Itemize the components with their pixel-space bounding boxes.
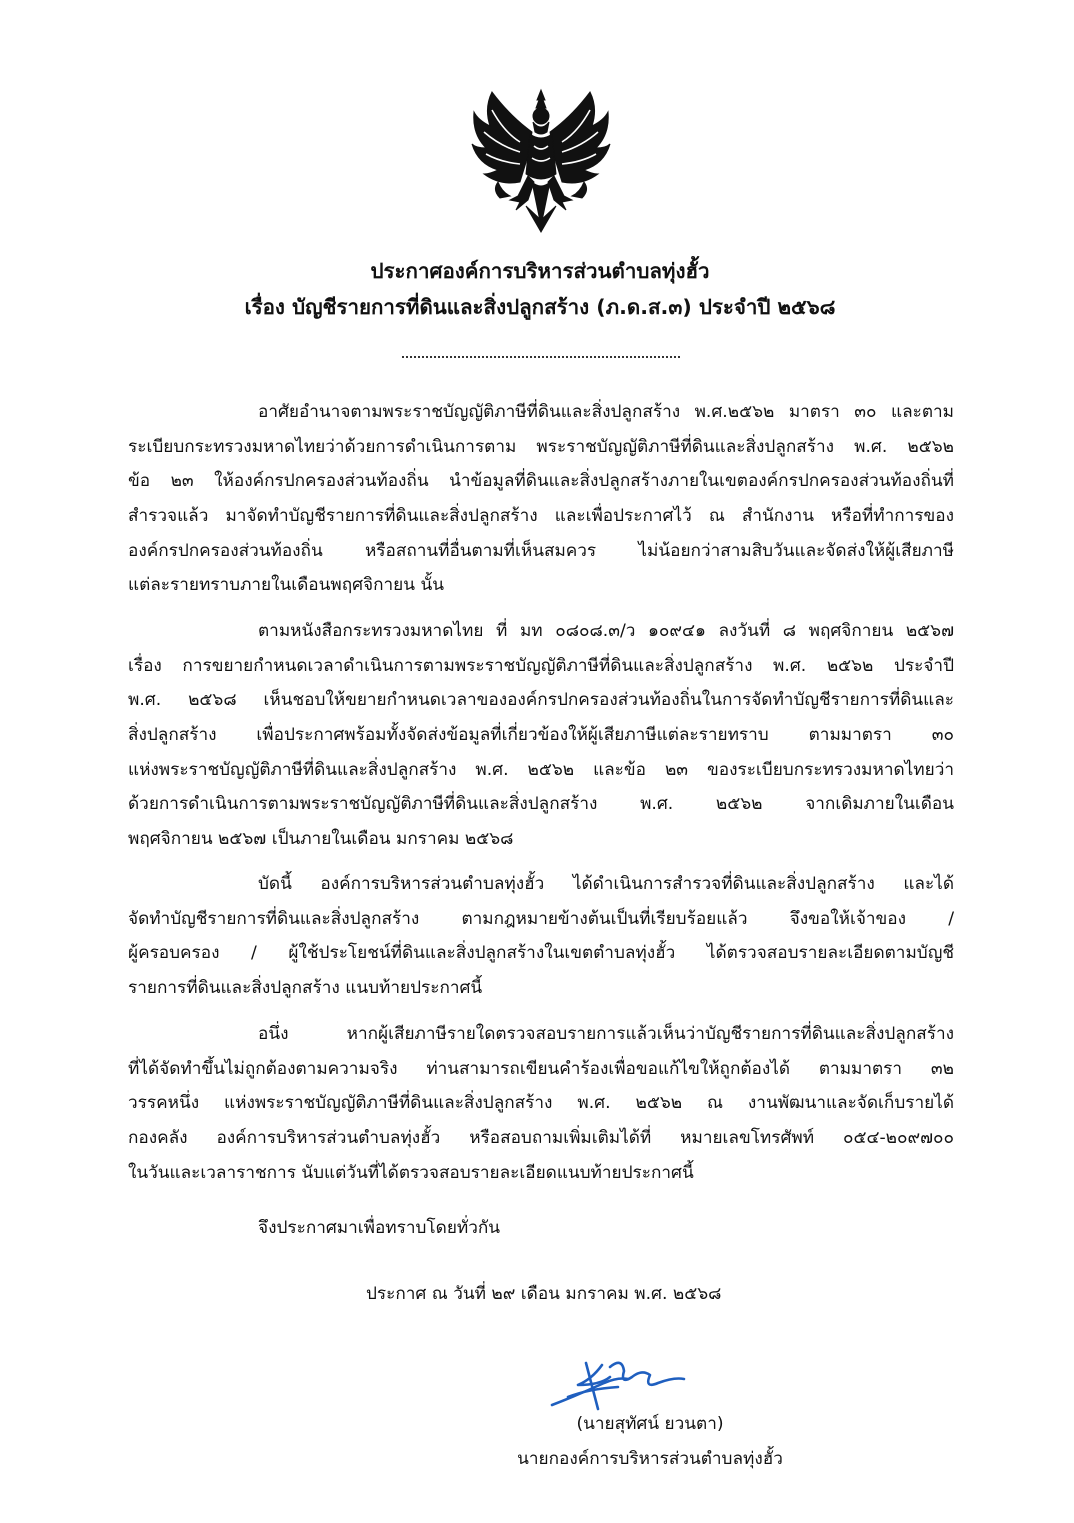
announcement-subject: เรื่อง บัญชีรายการที่ดินและสิ่งปลูกสร้าง (ภ.ด.ส.๓) ประจำปี ๒๕๖๘	[244, 295, 836, 319]
closing-statement: จึงประกาศมาเพื่อทราบโดยทั่วกัน	[258, 1218, 501, 1238]
signer-position: นายกองค์การบริหารส่วนตำบลทุ่งฮั้ว	[517, 1449, 783, 1469]
paragraph-line: อาศัยอำนาจตามพระราชบัญญัติภาษีที่ดินและสิ่งปลูกสร้าง พ.ศ.๒๕๖๒ มาตรา ๓๐ และตาม	[258, 402, 954, 422]
paragraph-line: สำรวจแล้ว มาจัดทำบัญชีรายการที่ดินและสิ่งปลูกสร้าง และเพื่อประกาศไว้ ณ สำนักงาน หรือที่ทำการของ	[128, 506, 954, 527]
paragraph-line: ที่ได้จัดทำขึ้นไม่ถูกต้องตามความจริง ท่านสามารถเขียนคำร้องเพื่อขอแก้ไขให้ถูกต้องได้ ตามมาตรา ๓๒	[128, 1058, 954, 1079]
paragraph-ministry-letter	[128, 614, 954, 857]
paragraph-line: เรื่อง การขยายกำหนดเวลาดำเนินการตามพระราชบัญญัติภาษีที่ดินและสิ่งปลูกสร้าง พ.ศ. ๒๕๖๒ ประจำปี	[128, 655, 954, 676]
announcement-title: ประกาศองค์การบริหารส่วนตำบลทุ่งฮั้ว	[370, 259, 710, 283]
handwritten-signature	[548, 1355, 688, 1417]
paragraph-line: ข้อ ๒๓ ให้องค์กรปกครองส่วนท้องถิ่น นำข้อมูลที่ดินและสิ่งปลูกสร้างภายในเขตองค์กรปกครองส่วนท้องถิ่นที่	[128, 471, 954, 492]
paragraph-line: จัดทำบัญชีรายการที่ดินและสิ่งปลูกสร้าง ตามกฎหมายข้างต้นเป็นที่เรียบร้อยแล้ว จึงขอให้เจ้าของ /	[128, 908, 954, 929]
paragraph-line: ในวันและเวลาราชการ นับแต่วันที่ได้ตรวจสอบรายละเอียดแนบท้ายประกาศนี้	[128, 1162, 694, 1183]
paragraph-line: ระเบียบกระทรวงมหาดไทยว่าด้วยการดำเนินการตาม พระราชบัญญัติภาษีที่ดินและสิ่งปลูกสร้าง พ.ศ. ๒๕๖๒	[128, 436, 954, 457]
paragraph-line: กองคลัง องค์การบริหารส่วนตำบลทุ่งฮั้ว หรือสอบถามเพิ่มเติมได้ที่ หมายเลขโทรศัพท์ ๐๕๔-๒๐๙๗๐๐	[128, 1128, 954, 1149]
announcement-date: ประกาศ ณ วันที่ ๒๙ เดือน มกราคม พ.ศ. ๒๕๖๘	[366, 1284, 722, 1304]
title-separator	[402, 346, 680, 358]
paragraph-line: สิ่งปลูกสร้าง เพื่อประกาศพร้อมทั้งจัดส่งข้อมูลที่เกี่ยวข้องให้ผู้เสียภาษีแต่ละรายทราบ ตามมาตรา ๓๐	[128, 725, 954, 746]
paragraph-line: องค์กรปกครองส่วนท้องถิ่น หรือสถานที่อื่นตามที่เห็นสมควร ไม่น้อยกว่าสามสิบวันและจัดส่งให้ผู้เสียภาษี	[128, 540, 954, 561]
paragraph-objection	[128, 1017, 954, 1190]
paragraph-line: พฤศจิกายน ๒๕๖๗ เป็นภายในเดือน มกราคม ๒๕๖๘	[128, 829, 514, 850]
paragraph-line: รายการที่ดินและสิ่งปลูกสร้าง แนบท้ายประกาศนี้	[128, 978, 483, 999]
paragraph-line: ด้วยการดำเนินการตามพระราชบัญญัติภาษีที่ดินและสิ่งปลูกสร้าง พ.ศ. ๒๕๖๒ จากเดิมภายในเดือน	[128, 794, 954, 815]
signer-name: (นายสุทัศน์ ยวนตา)	[576, 1414, 724, 1434]
paragraph-line: พ.ศ. ๒๕๖๘ เห็นชอบให้ขยายกำหนดเวลาขององค์กรปกครองส่วนท้องถิ่นในการจัดทำบัญชีรายการที่ดินและ	[128, 690, 954, 711]
paragraph-line: บัดนี้ องค์การบริหารส่วนตำบลทุ่งฮั้ว ได้ดำเนินการสำรวจที่ดินและสิ่งปลูกสร้าง และได้	[258, 874, 954, 894]
paragraph-line: อนึ่ง หากผู้เสียภาษีรายใดตรวจสอบรายการแล้วเห็นว่าบัญชีรายการที่ดินและสิ่งปลูกสร้าง	[258, 1024, 954, 1044]
garuda-emblem-icon	[470, 86, 612, 236]
paragraph-line: วรรคหนึ่ง แห่งพระราชบัญญัติภาษีที่ดินและสิ่งปลูกสร้าง พ.ศ. ๒๕๖๒ ณ งานพัฒนาและจัดเก็บรายได้	[128, 1093, 954, 1114]
paragraph-authority	[128, 395, 954, 603]
paragraph-survey-complete	[128, 867, 954, 1006]
paragraph-line: ตามหนังสือกระทรวงมหาดไทย ที่ มท ๐๘๐๘.๓/ว ๑๐๙๔๑ ลงวันที่ ๘ พฤศจิกายน ๒๕๖๗	[258, 621, 954, 641]
paragraph-line: แห่งพระราชบัญญัติภาษีที่ดินและสิ่งปลูกสร้าง พ.ศ. ๒๕๖๒ และข้อ ๒๓ ของระเบียบกระทรวงมหาดไทยว่า	[128, 759, 954, 780]
paragraph-line: แต่ละรายทราบภายในเดือนพฤศจิกายน นั้น	[128, 575, 444, 596]
paragraph-line: ผู้ครอบครอง / ผู้ใช้ประโยชน์ที่ดินและสิ่งปลูกสร้างในเขตตำบลทุ่งฮั้ว ได้ตรวจสอบรายละเอียดตามบัญชี	[128, 943, 954, 964]
